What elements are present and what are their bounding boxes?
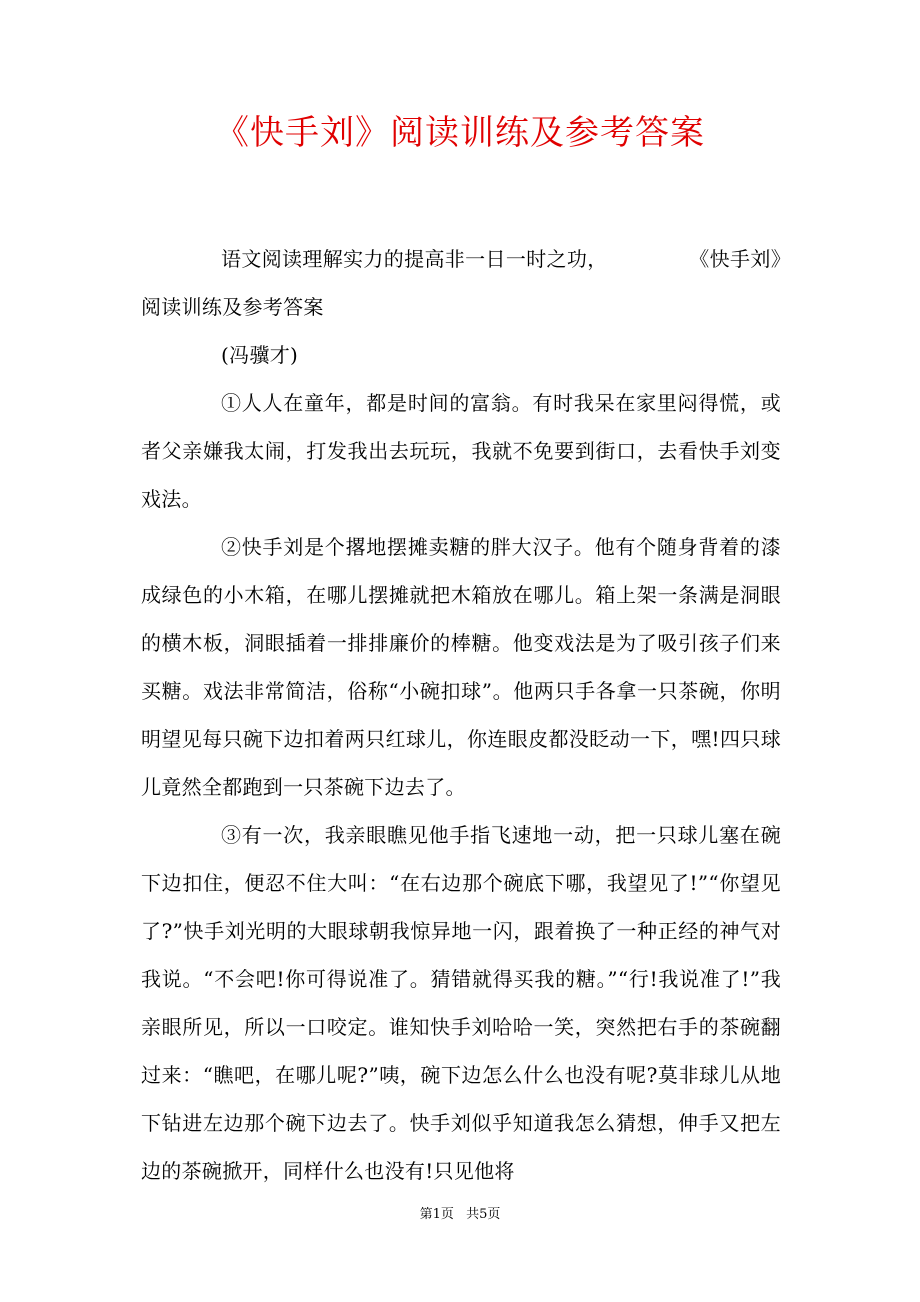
paragraph-author: (冯骥才) bbox=[221, 343, 299, 367]
paragraph-1: ①人人在童年，都是时间的富翁。有时我呆在家里闷得慌，或者父亲嫌我太闹，打发我出去玩玩，我就不免要到街口，去看快手刘变戏法。 bbox=[141, 391, 781, 511]
page-footer bbox=[0, 1205, 920, 1225]
page-number: 第1页 bbox=[419, 1207, 454, 1222]
paragraph-2: ②快手刘是个撂地摆摊卖糖的胖大汉子。他有个随身背着的漆成绿色的小木箱，在哪儿摆摊就把木箱放在哪儿。箱上架一条满是洞眼的横木板，洞眼插着一排排廉价的棒糖。他变戏法是为了吸引孩子们来买糖。戏法非常简洁，俗称“小碗扣球”。他两只手各拿一只茶碗，你明明望见每只碗下边扣着两只红球儿，你连眼皮都没眨动一下，嘿!四只球儿竟然全都跑到一只茶碗下边去了。 bbox=[141, 535, 781, 799]
document-title: 《快手刘》阅读训练及参考答案 bbox=[215, 113, 705, 153]
page-total: 共5页 bbox=[466, 1207, 501, 1222]
paragraph-intro: 语文阅读理解实力的提高非一日一时之功， 《快手刘》阅读训练及参考答案 bbox=[141, 247, 781, 319]
document-body bbox=[141, 235, 781, 1195]
paragraph-3: ③有一次，我亲眼瞧见他手指飞速地一动，把一只球儿塞在碗下边扣住，便忍不住大叫：“在右边那个碗底下哪，我望见了!”“你望见了?”快手刘光明的大眼球朝我惊异地一闪，跟着换了一种正经的神气对我说。“不会吧!你可得说准了。猜错就得买我的糖。”“行!我说准了!”我亲眼所见，所以一口咬定。谁知快手刘哈哈一笑，突然把右手的茶碗翻过来：“瞧吧，在哪儿呢?”咦，碗下边怎么什么也没有呢?莫非球儿从地下钻进左边那个碗下边去了。快手刘似乎知道我怎么猜想，伸手又把左边的茶碗掀开，同样什么也没有!只见他将 bbox=[141, 823, 781, 1183]
